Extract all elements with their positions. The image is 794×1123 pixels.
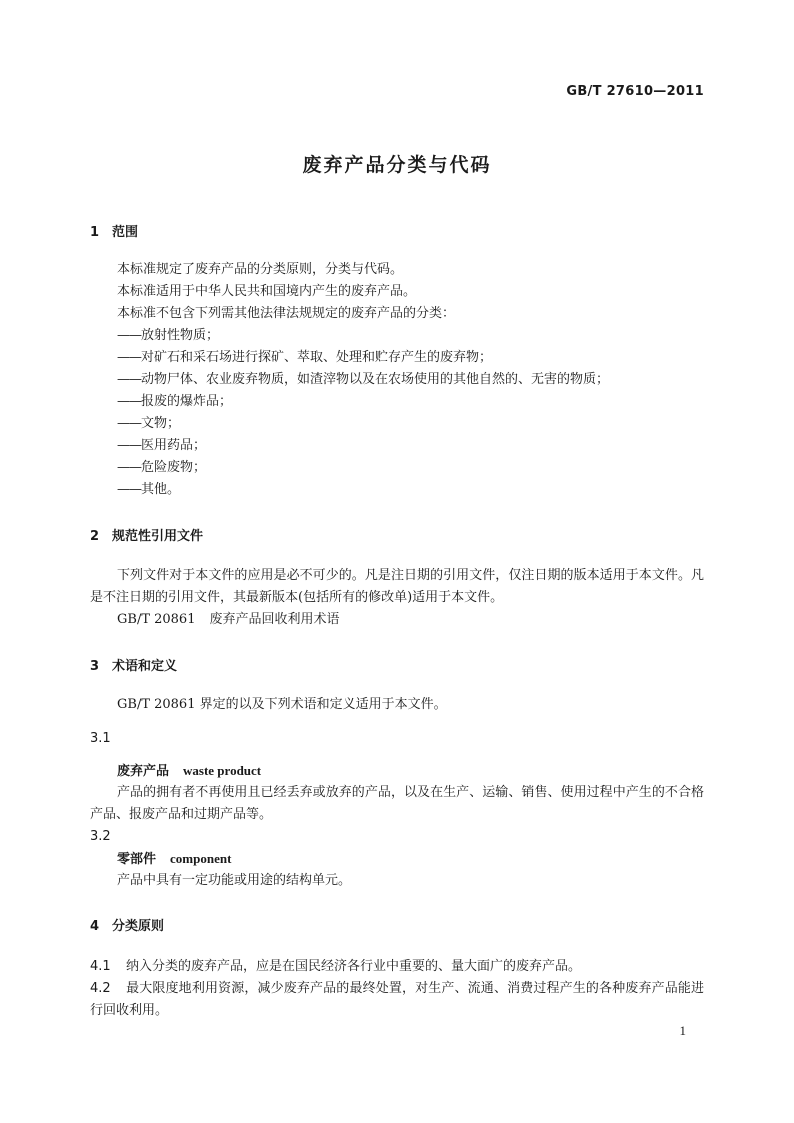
paragraph: 本标准规定了废弃产品的分类原则，分类与代码。	[117, 262, 404, 277]
dash-marker: ——	[117, 416, 141, 431]
term-chinese: 废弃产品	[117, 764, 170, 779]
section-4-heading	[90, 915, 164, 934]
list-item	[117, 391, 232, 413]
term-number: 3.2	[90, 829, 111, 844]
list-item	[117, 479, 180, 501]
section-title: 分类原则	[112, 919, 165, 934]
section-number: 2	[90, 529, 100, 544]
page-number: 1	[679, 1023, 686, 1038]
paragraph: 下列文件对于本文件的应用是必不可少的。凡是注日期的引用文件，仅注日期的版本适用于本文件。凡是不注日期的引用文件，其最新版本(包括所有的修改单)适用于本文件。	[90, 568, 704, 605]
paragraph: 本标准适用于中华人民共和国境内产生的废弃产品。	[117, 284, 417, 299]
section-number: 1	[90, 225, 100, 240]
term-chinese: 零部件	[117, 852, 157, 867]
section-3-heading	[90, 655, 177, 674]
term-english: waste product	[183, 763, 262, 778]
section-title: 术语和定义	[112, 659, 178, 674]
dash-marker: ——	[117, 328, 141, 343]
term-entry	[117, 760, 261, 783]
list-item-text: 医用药品；	[141, 438, 207, 453]
list-item-text: 其他。	[141, 482, 181, 497]
document-title: 废弃产品分类与代码	[302, 154, 492, 176]
term-entry	[117, 848, 231, 871]
list-item-text: 文物；	[141, 416, 181, 431]
clause	[90, 956, 581, 978]
section-2-heading	[90, 525, 203, 544]
section-1-heading	[90, 221, 138, 240]
paragraph: GB/T 20861 界定的以及下列术语和定义适用于本文件。	[117, 697, 447, 712]
list-item	[117, 457, 206, 479]
normative-reference	[117, 609, 340, 631]
term-english: component	[170, 851, 232, 866]
clause-text: 纳入分类的废弃产品，应是在国民经济各行业中重要的、量大面广的废弃产品。	[126, 959, 582, 974]
term-number: 3.1	[90, 731, 111, 746]
list-item-text: 危险废物；	[141, 460, 207, 475]
clause-number: 4.1	[90, 959, 111, 974]
list-item-text: 动物尸体、农业废弃物质，如渣滓物以及在农场使用的其他自然的、无害的物质；	[141, 372, 610, 387]
reference-code: GB/T 20861	[117, 612, 196, 627]
section-title: 规范性引用文件	[112, 529, 204, 544]
list-item	[117, 369, 609, 391]
dash-marker: ——	[117, 438, 141, 453]
paragraph: 本标准不包含下列需其他法律法规规定的废弃产品的分类：	[117, 306, 456, 321]
dash-marker: ——	[117, 350, 141, 365]
term-definition: 产品中具有一定功能或用途的结构单元。	[117, 873, 352, 888]
dash-marker: ——	[117, 460, 141, 475]
list-item	[117, 435, 206, 457]
list-item	[117, 413, 180, 435]
list-item-text: 放射性物质；	[141, 328, 220, 343]
list-item-text: 对矿石和采石场进行探矿、萃取、处理和贮存产生的废弃物；	[141, 350, 493, 365]
section-title: 范围	[112, 225, 139, 240]
clause	[90, 978, 704, 1022]
clause-number: 4.2	[90, 981, 111, 996]
standard-code: GB/T 27610—2011	[566, 84, 704, 99]
section-number: 3	[90, 659, 100, 674]
list-item	[117, 347, 492, 369]
dash-marker: ——	[117, 482, 141, 497]
dash-marker: ——	[117, 372, 141, 387]
term-definition: 产品的拥有者不再使用且已经丢弃或放弃的产品，以及在生产、运输、销售、使用过程中产生的不合格产品、报废产品和过期产品等。	[90, 785, 704, 822]
list-item	[117, 325, 219, 347]
section-number: 4	[90, 919, 100, 934]
reference-title: 废弃产品回收利用术语	[209, 612, 340, 627]
dash-marker: ——	[117, 394, 141, 409]
clause-text: 最大限度地利用资源，减少废弃产品的最终处置，对生产、流通、消费过程产生的各种废弃产品能进行回收利用。	[90, 981, 704, 1018]
list-item-text: 报废的爆炸品；	[141, 394, 233, 409]
